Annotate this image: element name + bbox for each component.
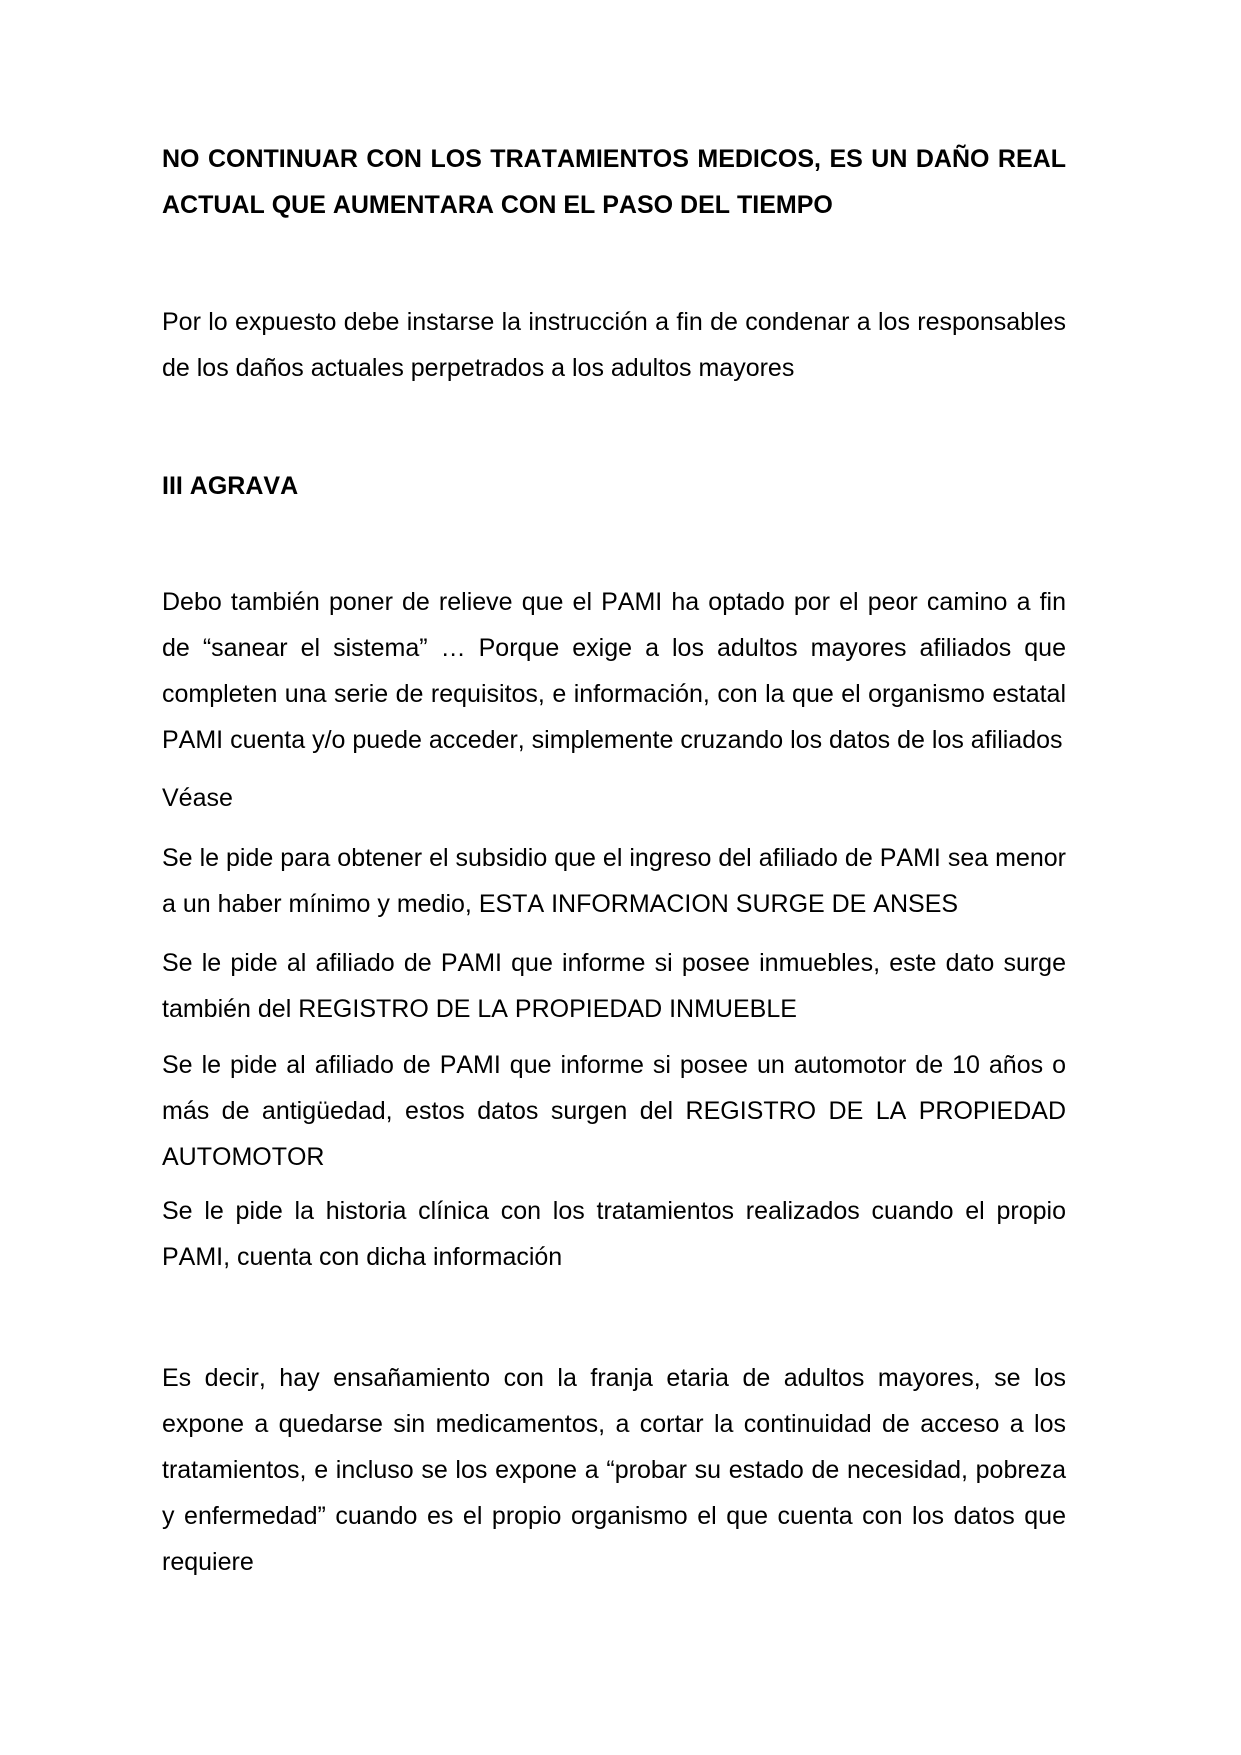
main-heading: NO CONTINUAR CON LOS TRATAMIENTOS MEDICOS, ES UN DAÑO REAL ACTUAL QUE AUMENTARA CON EL PASO DEL TIEMPO [162, 145, 1066, 219]
paragraph-automotor: Se le pide al afiliado de PAMI que informe si posee un automotor de 10 años o más de antigüedad, estos datos surgen del REGISTRO DE LA PROPIEDAD AUTOMOTOR [162, 1051, 1066, 1171]
label-vease: Véase [162, 784, 233, 812]
section-heading-iii-agrava: III AGRAVA [162, 472, 299, 500]
paragraph-historia-clinica: Se le pide la historia clínica con los tratamientos realizados cuando el propio PAMI, cuenta con dicha información [162, 1197, 1066, 1271]
paragraph-subsidio-anses: Se le pide para obtener el subsidio que el ingreso del afiliado de PAMI sea menor a un haber mínimo y medio, ESTA INFORMACION SURGE DE ANSES [162, 844, 1066, 918]
paragraph-inmuebles: Se le pide al afiliado de PAMI que informe si posee inmuebles, este dato surge también del REGISTRO DE LA PROPIEDAD INMUEBLE [162, 949, 1066, 1023]
paragraph-es-decir: Es decir, hay ensañamiento con la franja etaria de adultos mayores, se los expone a quedarse sin medicamentos, a cortar la continuidad de acceso a los tratamientos, e incluso se los expone a “probar su estado de necesidad, pobreza y enfermedad” cuando es el propio organismo el que cuenta con los datos que requiere [162, 1364, 1066, 1576]
paragraph-debo-tambien: Debo también poner de relieve que el PAMI ha optado por el peor camino a fin de “sanear el sistema” … Porque exige a los adultos mayores afiliados que completen una serie de requisitos, e información, con la que el organismo estatal PAMI cuenta y/o puede acceder, simplemente cruzando los datos de los afiliados [162, 588, 1066, 754]
document-text-column [162, 136, 1066, 1585]
paragraph-por-lo-expuesto: Por lo expuesto debe instarse la instrucción a fin de condenar a los responsables de los daños actuales perpetrados a los adultos mayores [162, 308, 1066, 382]
